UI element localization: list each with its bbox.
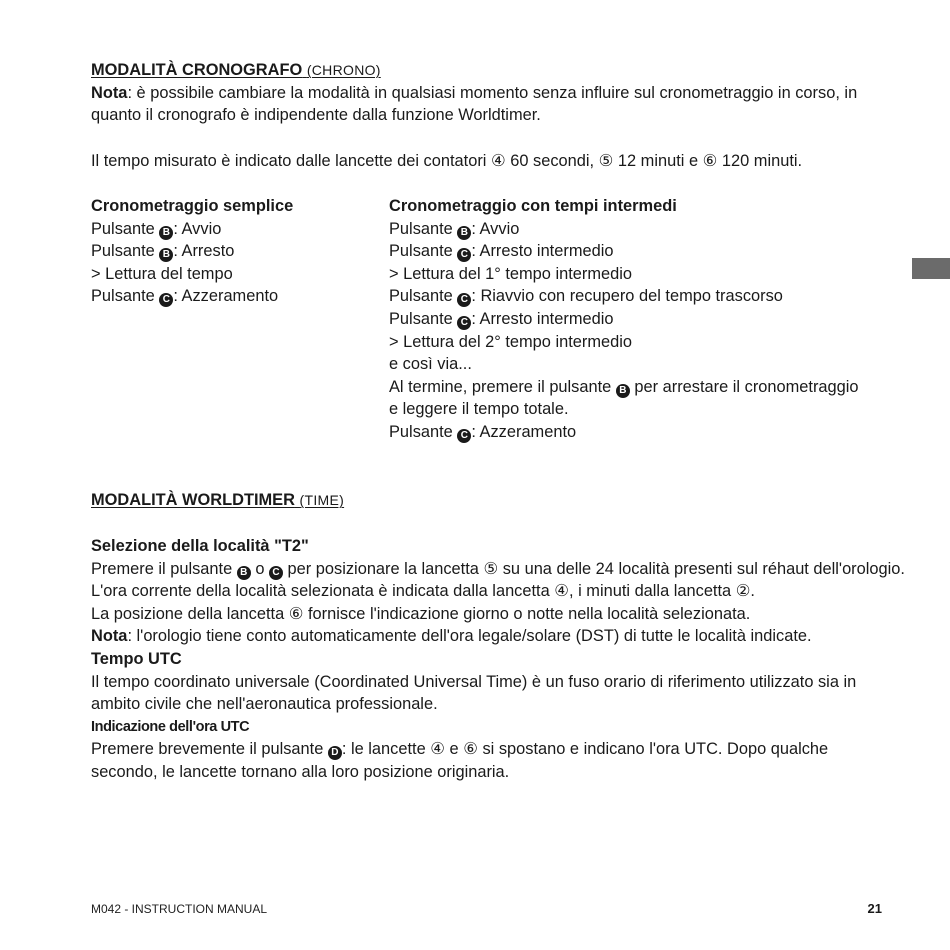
list-item: > Lettura del tempo (91, 264, 233, 283)
button-b-icon: B (159, 248, 173, 262)
list-item: Pulsante C : Arresto intermedio (389, 309, 614, 328)
simple-timing-title: Cronometraggio semplice (91, 197, 294, 215)
utc-title: Tempo UTC (91, 649, 182, 668)
list-item: e leggere il tempo totale. (389, 400, 569, 419)
button-c-icon: C (457, 248, 471, 262)
hand-4-marker: ④ (554, 582, 569, 601)
note-label: Nota (91, 83, 128, 102)
button-b-icon: B (159, 226, 173, 240)
utc-indication-title: Indicazione dell'ora UTC (91, 718, 250, 735)
list-item: Al termine, premere il pulsante B per arrestare il cronometraggio (389, 377, 859, 396)
chrono-note: Nota: è possibile cambiare la modalità in qualsiasi momento senza influire sul cronometraggio in corso, in quanto il cronografo è indipendente dalla funzione Worldtimer. (91, 83, 858, 125)
list-item: Pulsante C : Azzeramento (389, 422, 577, 441)
worldtimer-heading-block (91, 489, 891, 512)
split-timing-column (389, 195, 859, 444)
button-c-icon: C (457, 293, 471, 307)
button-d-icon: D (328, 746, 342, 760)
counter-60s-marker: ④ (490, 152, 506, 170)
footer-manual-label: M042 - INSTRUCTION MANUAL (91, 902, 268, 916)
utc-paragraph: Il tempo coordinato universale (Coordinated Universal Time) è un fuso orario di riferimento utilizzato sia in ambito civile che nell'aeronautica professionale. (91, 672, 857, 714)
button-c-icon: C (269, 566, 283, 580)
list-item: Pulsante B : Avvio (91, 219, 222, 238)
list-item: > Lettura del 1° tempo intermedio (389, 264, 632, 283)
t2-paragraph-2: L'ora corrente della località selezionata è indicata dalla lancetta ④, i minuti dalla lancetta ②. (91, 582, 755, 601)
t2-title: Selezione della località "T2" (91, 537, 309, 555)
button-c-icon: C (457, 316, 471, 330)
utc-indication-paragraph: Premere brevemente il pulsante D : le lancette ④ e ⑥ si spostano e indicano l'ora UTC. Dopo qualche secondo, le lancette tornano alla loro posizione originaria. (91, 740, 829, 781)
list-item: > Lettura del 2° tempo intermedio (389, 332, 632, 351)
hand-5-marker: ⑤ (483, 559, 499, 578)
list-item: Pulsante B : Avvio (389, 219, 520, 238)
worldtimer-section (91, 535, 905, 784)
chrono-heading-sub: (CHRONO) (306, 62, 381, 78)
split-timing-title: Cronometraggio con tempi intermedi (389, 197, 677, 215)
hand-6-marker: ⑥ (463, 740, 478, 759)
worldtimer-heading-sub: (TIME) (299, 492, 345, 508)
simple-timing-column (91, 195, 293, 308)
counter-12m-marker: ⑤ (598, 152, 614, 170)
worldtimer-heading: MODALITÀ WORLDTIMER (TIME) (91, 491, 345, 509)
counters-paragraph: Il tempo misurato è indicato dalle lancette dei contatori ④ 60 secondi, ⑤ 12 minuti e ⑥ 120 minuti. (91, 152, 803, 170)
t2-paragraph-1: Premere il pulsante B o C per posizionare la lancetta ⑤ su una delle 24 località presenti sul réhaut dell'orologio. (91, 559, 905, 578)
list-item: Pulsante C : Arresto intermedio (389, 242, 614, 261)
hand-4-marker: ④ (430, 740, 445, 759)
list-item: Pulsante C : Azzeramento (91, 287, 279, 306)
page-number: 21 (867, 901, 882, 916)
worldtimer-note: Nota: l'orologio tiene conto automaticamente dell'ora legale/solare (DST) di tutte le località indicate. (91, 627, 812, 646)
button-b-icon: B (237, 566, 251, 580)
hand-2-marker: ② (735, 582, 751, 601)
button-b-icon: B (616, 384, 630, 398)
list-item: Pulsante C : Riavvio con recupero del tempo trascorso (389, 287, 783, 306)
counter-120m-marker: ⑥ (702, 152, 718, 170)
list-item: Pulsante B : Arresto (91, 242, 235, 261)
chrono-intro (91, 59, 891, 127)
button-c-icon: C (457, 429, 471, 443)
t2-paragraph-3: La posizione della lancetta ⑥ fornisce l'indicazione giorno o notte nella località selezionata. (91, 604, 751, 623)
button-c-icon: C (159, 293, 173, 307)
list-item: e così via... (389, 355, 472, 374)
chrono-heading: MODALITÀ CRONOGRAFO (CHRONO) (91, 61, 381, 79)
button-b-icon: B (457, 226, 471, 240)
note-label: Nota (91, 627, 128, 646)
hand-6-marker: ⑥ (288, 604, 304, 623)
section-tab-marker (912, 258, 950, 279)
